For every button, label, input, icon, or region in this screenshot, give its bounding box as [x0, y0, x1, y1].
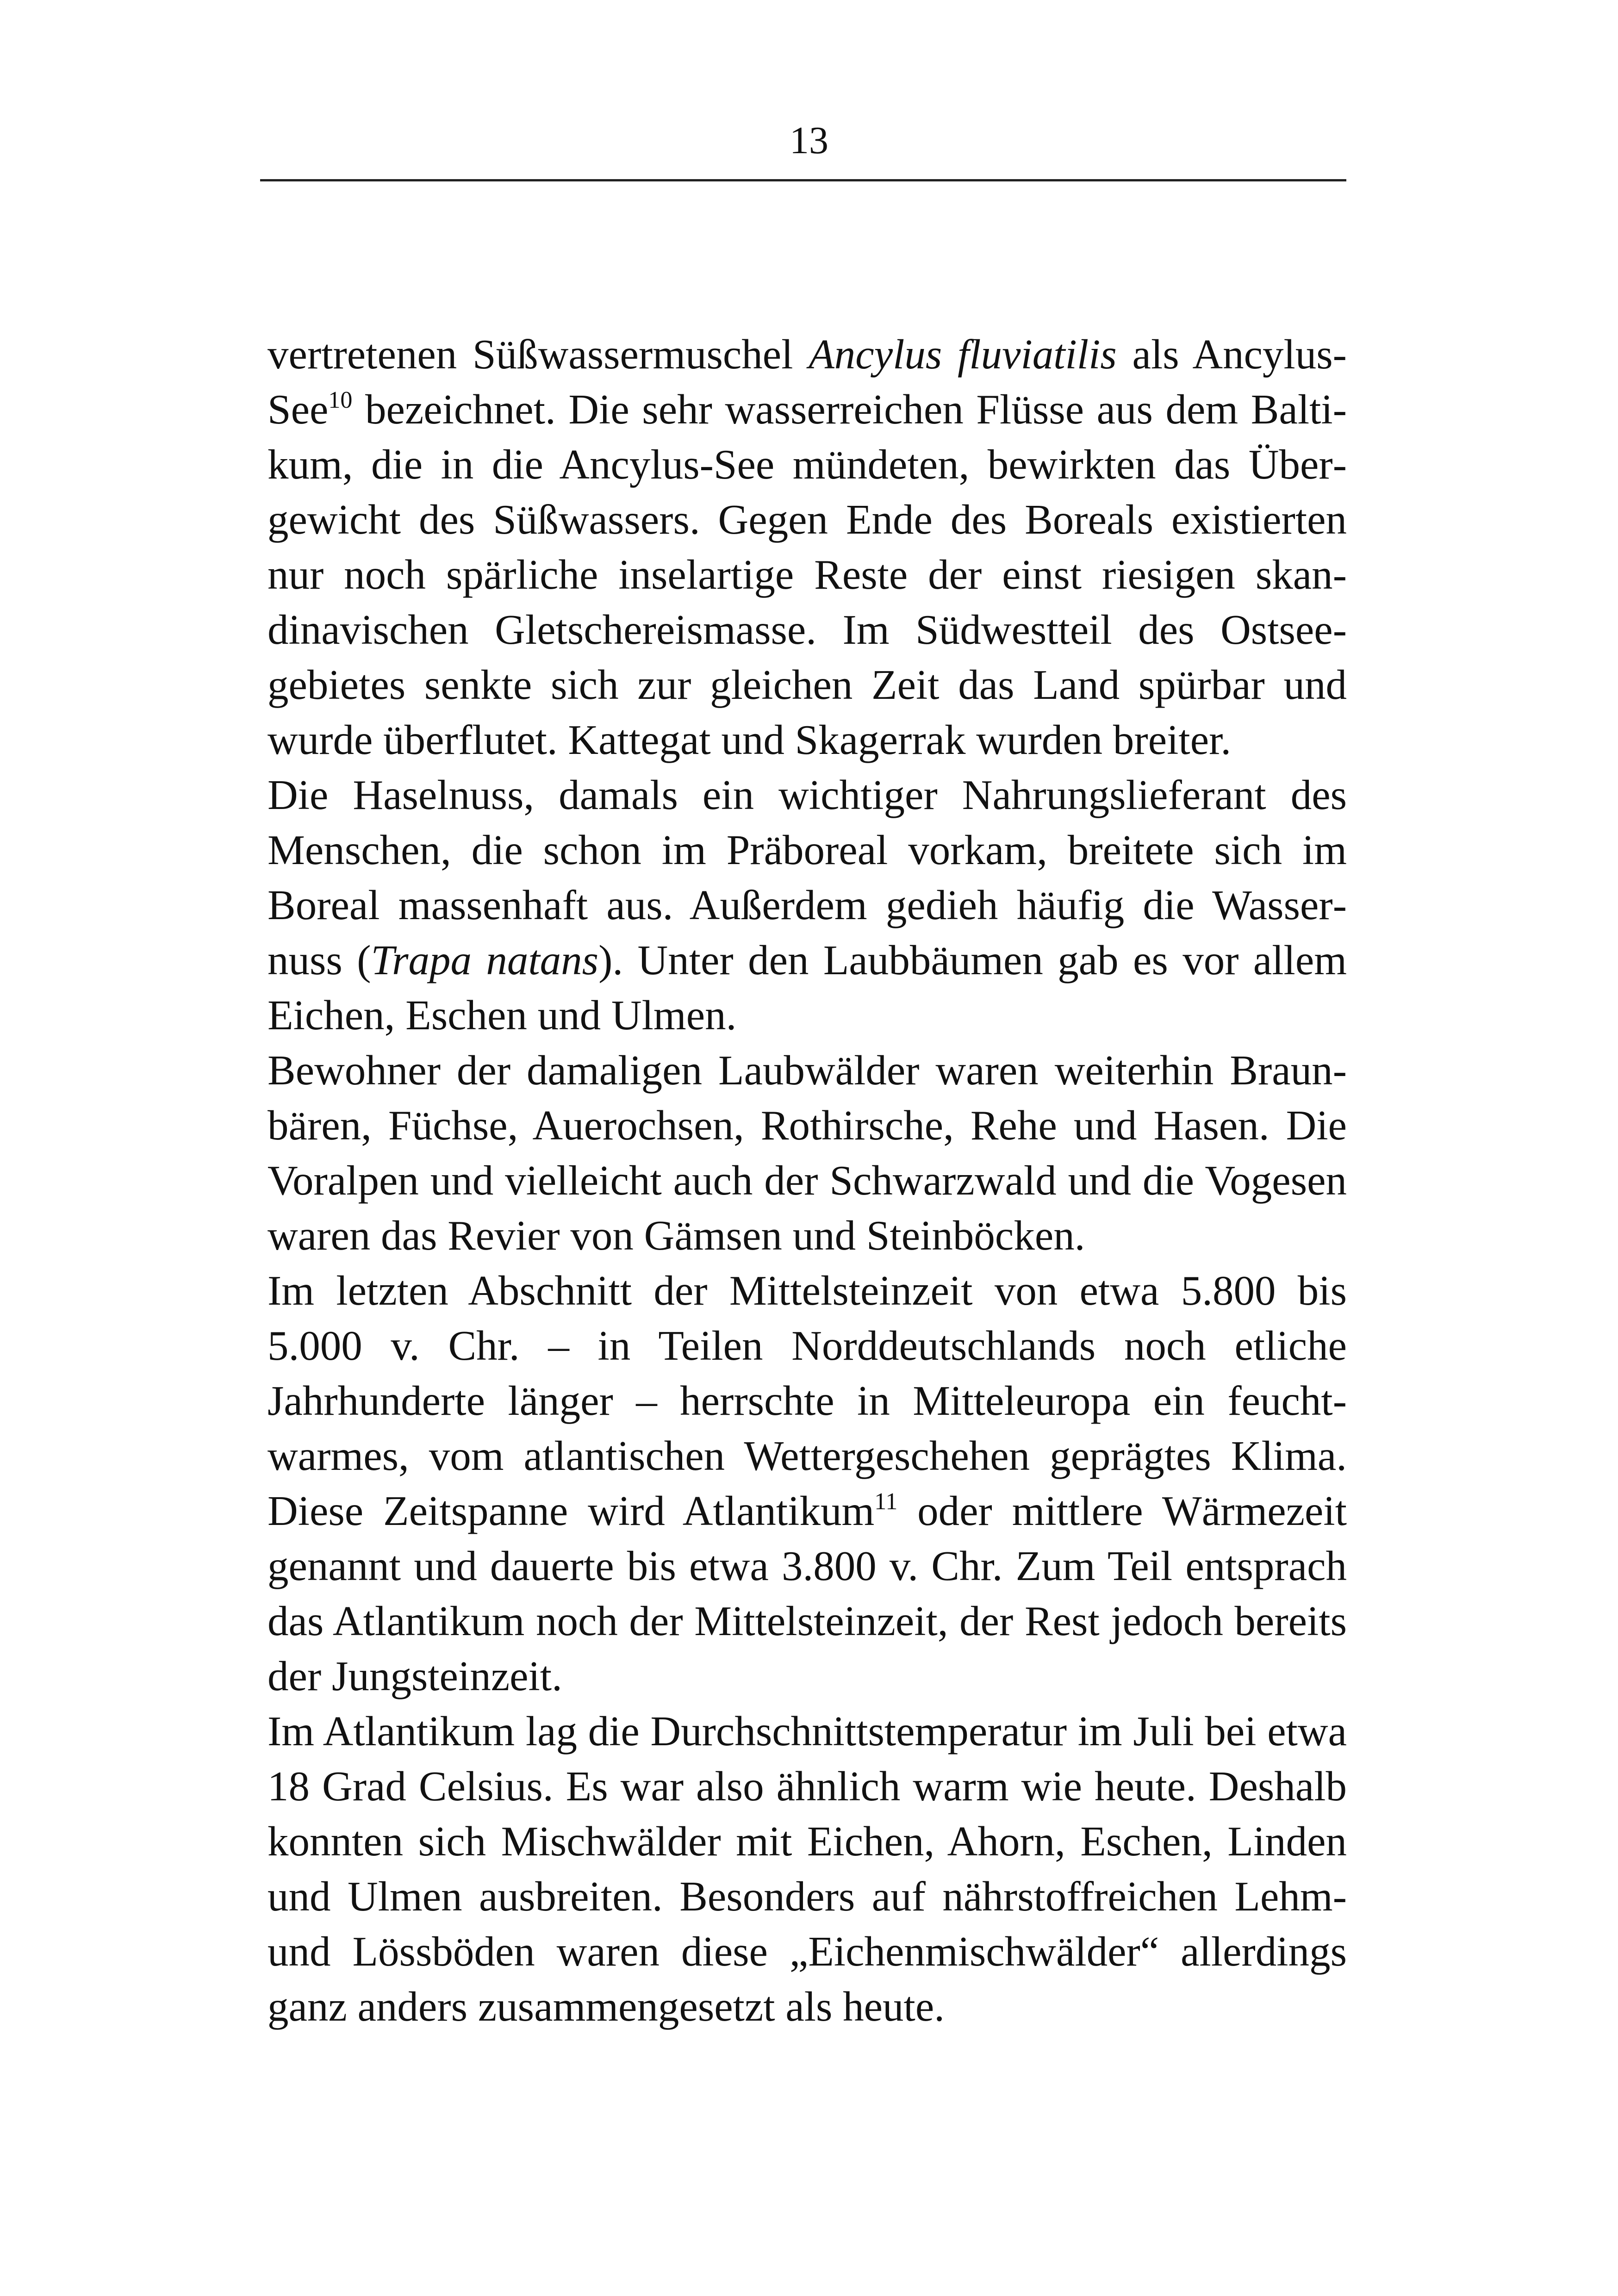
text-run: ). Unter den Laubbäumen gab es vor allem Eichen, Eschen und Ulmen. [268, 937, 1347, 1039]
footnote-ref-10: 10 [328, 387, 353, 413]
paragraph-4 [268, 1263, 1347, 1704]
text-run: Bewohner der damaligen Laubwälder waren weiterhin Braunbären, Füchse, Auerochsen, Rothirsche, Rehe und Hasen. Die Voralpen und vielleicht auch der Schwarzwald und die Vogesen waren das Revier von Gämsen und Steinböcken. [268, 1047, 1347, 1259]
text-run: Die Haselnuss, damals ein wichtiger Nahrungslieferant des Menschen, die schon im Präboreal vorkam, breitete sich im Boreal massenhaft aus. Außerdem gedieh häufig die Wassernuss ( [268, 772, 1347, 983]
text-run: vertretenen Süßwassermuschel [268, 331, 809, 378]
text-run: bezeichnet. Die sehr wasserreichen Flüsse aus dem Baltikum, die in die Ancylus-See mündeten, bewirkten das Übergewicht des Süßwassers. Gegen Ende des Boreals existierten nur noch spärliche inselartige Reste der einst riesigen skandinavischen Gletschereismasse. Im Südwestteil des Ostseegebietes senkte sich zur gleichen Zeit das Land spürbar und wurde überflutet. Kattegat und Skagerrak wurden breiter. [268, 386, 1347, 763]
paragraph-1 [268, 327, 1347, 767]
text-run: Im Atlantikum lag die Durchschnittstemperatur im Juli bei etwa 18 Grad Celsius. Es war also ähnlich warm wie heute. Deshalb konnten sich Mischwälder mit Eichen, Ahorn, Eschen, Linden und Ulmen ausbreiten. Besonders auf nährstoffreichen Lehm- und Lössböden waren diese „Eichenmischwälder“ allerdings ganz anders zusammengesetzt als heute. [268, 1708, 1347, 2030]
text-run: oder mittlere Wärmezeit genannt und dauerte bis etwa 3.800 v. Chr. Zum Teil entsprach das Atlantikum noch der Mittelsteinzeit, der Rest jedoch bereits der Jungsteinzeit. [268, 1487, 1347, 1699]
paragraph-5 [268, 1704, 1347, 2034]
footnote-ref-11: 11 [874, 1488, 898, 1515]
paragraph-2 [268, 767, 1347, 1043]
text-run: Im letzten Abschnitt der Mittelsteinzeit von etwa 5.800 bis 5.000 v. Chr. – in Teilen Norddeutschlands noch etliche Jahrhunderte länger – herrschte in Mitteleuropa ein feuchtwarmes, vom atlantischen Wettergeschehen geprägtes Klima. Diese Zeitspanne wird Atlantikum [268, 1267, 1347, 1534]
text-run: als Ancylus-See [268, 331, 1347, 433]
paragraph-3 [268, 1043, 1347, 1263]
species-name-italic: Trapa natans [371, 937, 599, 983]
header-rule [260, 179, 1346, 181]
page-number: 13 [790, 119, 828, 162]
body-text [268, 327, 1347, 2034]
species-name-italic: Ancylus fluviatilis [809, 331, 1117, 378]
